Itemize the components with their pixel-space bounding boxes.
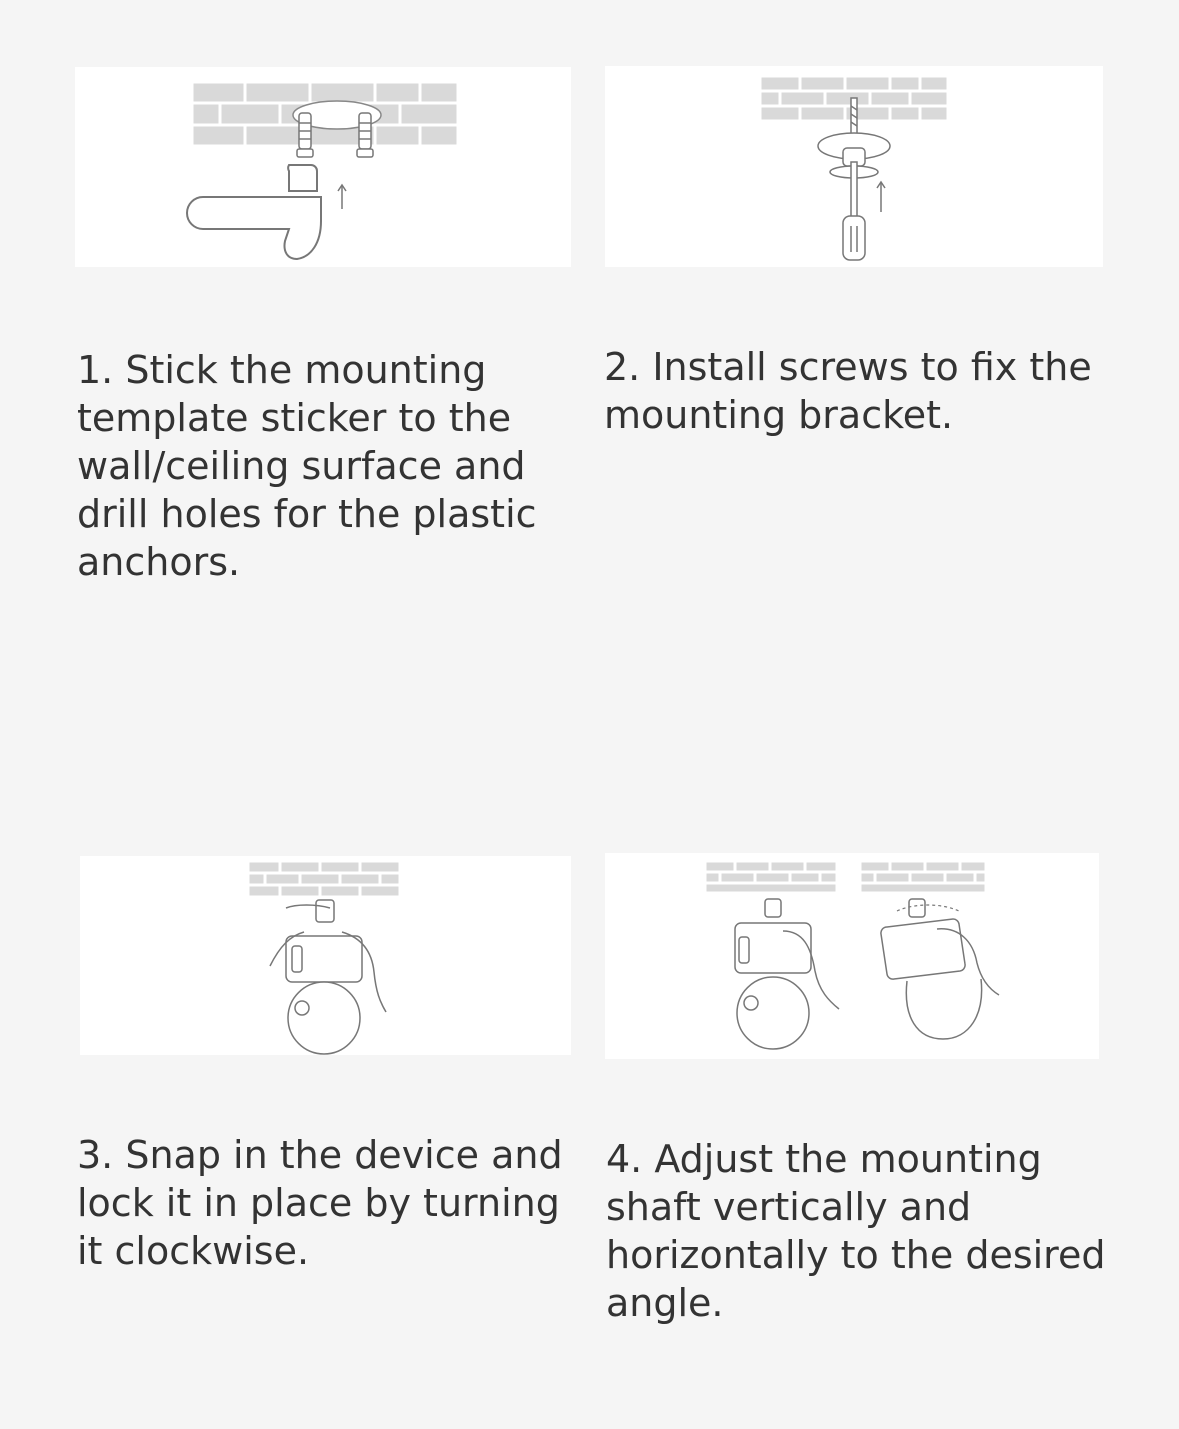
camera-device-right xyxy=(881,899,982,1039)
up-arrow-icon xyxy=(338,185,346,209)
brick-wall-left xyxy=(705,861,837,893)
step-3-text: 3. Snap in the device and lock it in place by turning it clockwise. xyxy=(77,1133,563,1273)
snap-device-illustration xyxy=(80,856,571,1055)
camera-device xyxy=(286,900,362,1054)
up-arrow-icon xyxy=(877,182,885,212)
step-1-illustration xyxy=(75,67,571,267)
plastic-anchor-left xyxy=(297,113,313,157)
step-3-illustration xyxy=(80,856,571,1055)
brick-wall-right xyxy=(860,861,986,893)
screw-icon xyxy=(851,98,857,138)
step-4-text: 4. Adjust the mounting shaft vertically and horizontally to the desired angle. xyxy=(606,1137,1106,1325)
step-4-illustration xyxy=(605,853,1099,1059)
drill-illustration xyxy=(75,67,571,267)
camera-device-left xyxy=(735,899,811,1049)
drill-icon xyxy=(187,165,321,259)
step-2-text: 2. Install screws to fix the mounting bracket. xyxy=(604,345,1092,437)
step-1-text: 1. Stick the mounting template sticker to the wall/ceiling surface and drill holes for the plastic anchors. xyxy=(77,348,537,584)
screwdriver-illustration xyxy=(605,66,1103,267)
plastic-anchor-right xyxy=(357,113,373,157)
adjust-angle-illustration xyxy=(605,853,1099,1059)
step-2-illustration xyxy=(605,66,1103,267)
brick-wall xyxy=(248,861,400,897)
rotate-arrow-icon xyxy=(897,905,959,911)
